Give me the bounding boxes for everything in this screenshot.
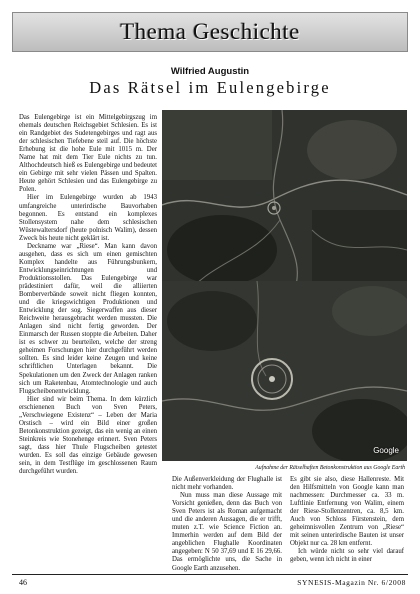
footer-divider — [12, 574, 408, 575]
paragraph: Deckname war „Riese“. Man kann davon ausgehen, dass es sich um einen gemischten Komplex handelte aus Führungsbunkern, Entwicklungseinrichtungen und Produktionsstollen. Das Eulengebirge war prädestiniert dafür, weil die alliierten Bomberverbände soweit nicht fliegen konnten, und die kriegswichtigen Produktionen und Entwicklung der sog. Siegerwaffen aus dieser Reichweite herausgebracht werden mussten. Die Anlagen sind nicht fertig geworden. Der Einmarsch der Russen stoppte die Arbeiten. Daher ist es schwer zu beurteilen, welche der streng geheimen Forschungen hier durchgeführt werden sollten. Es sind leider keine Zeugen und keine schriftlichen Unterlagen bekannt. Die Spekulationen um den Zweck der Anlagen ranken sich um Raketenbau, Atomtechnologie und auch Flugscheibenentwicklung. — [19, 242, 157, 395]
paragraph: Nun muss man diese Aussage mit Vorsicht genießen, denn das Buch von Sven Peters ist als Roman aufgemacht und die anderen Aussagen, die er trifft, muten z.T. wie Science Fiction an. Immerhin werden auf dem Bild der angeblichen Flughalle Koordinaten angegeben: N 50 37,69 und E 16 29,66. Das ermöglichte uns, die Sache in Google Earth anzusehen. — [172, 492, 282, 572]
section-banner — [12, 12, 408, 52]
google-logo: Google — [373, 446, 399, 455]
page-number: 46 — [19, 578, 27, 587]
paragraph: Ich würde nicht so sehr viel darauf geben, wenn ich nicht in einer — [290, 548, 404, 564]
article-title: Das Rätsel im Eulengebirge — [89, 78, 331, 97]
satellite-image-overview — [162, 110, 407, 299]
journal-issue: SYNESIS-Magazin Nr. 6/2008 — [297, 578, 406, 587]
satellite-terrain-graphic — [162, 110, 407, 299]
text-column-right — [290, 476, 404, 565]
satellite-image-closeup — [162, 281, 407, 461]
paragraph: Hier im Eulengebirge wurden ab 1943 umfangreiche unterirdische Bauvorhaben begonnen. Es entstand ein komplexes Stollensystem nahe dem schlesischen Wüstewaltersdorf (heute polnisch Walim), dessen Zweck bis heute nicht geklärt ist. — [19, 194, 157, 242]
paragraph: Es gibt sie also, diese Hallenreste. Mit den Hilfsmitteln von Google kann man nachmessen: Durchmesser ca. 33 m. Luftlinie Entfernung von Walim, einem der Riese-Stollenzentren, ca. 8,5 km. Auch von Schloss Fürstenstein, dem geheimnisvollen Zentrum von „Riese“ mit seinen unterirdische Bauten ist unser Objekt nur ca. 28 km entfernt. — [290, 476, 404, 548]
section-title: Thema Geschichte — [120, 19, 300, 44]
satellite-ruin-graphic — [162, 281, 407, 461]
paragraph: Das Eulengebirge ist ein Mittelgebirgszug im ehemals deutschen Reichsgebiet Schlesien. Es ist ein Randgebiet des Sudetengebirges und ragt aus der schlesischen Tiefebene steil auf. Die höchste Erhebung ist die hohe Eule mit 1015 m. Der Name hat mit dem Tier Eule nichts zu tun. Althochdeutsch hieß es Eulengebirge und bedeutet ein Gebirge mit sehr vielen Pässen und Spalten. Heute gehört Schlesien und das Eulengebirge zu Polen. — [19, 114, 157, 194]
article-author: Wilfried Augustin — [170, 66, 250, 77]
paragraph: Die Außenverkleidung der Flughalle ist nicht mehr vorhanden. — [172, 476, 282, 492]
text-column-left — [19, 114, 157, 476]
text-column-middle — [172, 476, 282, 573]
paragraph: Hier sind wir beim Thema. In dem kürzlich erschienenen Buch von Sven Peters, „Verschwiegene Existenz“ – Leben der Maria Orstisch – wird ein Bild einer großen Betonkonstruktion gezeigt, das ein wenig an einen Steinkreis wie Stonehenge erinnert. Sven Peters sagt, dass hier Thule Flugscheiben getestet wurden. Es soll das einzige Gebäude gewesen sein, in dem Testflüge im geschlossenen Raum durchgeführt wurden. — [19, 395, 157, 476]
figure-caption: Aufnahme der Rätselhaften Betonkonstruktion aus Google Earth — [255, 465, 405, 471]
